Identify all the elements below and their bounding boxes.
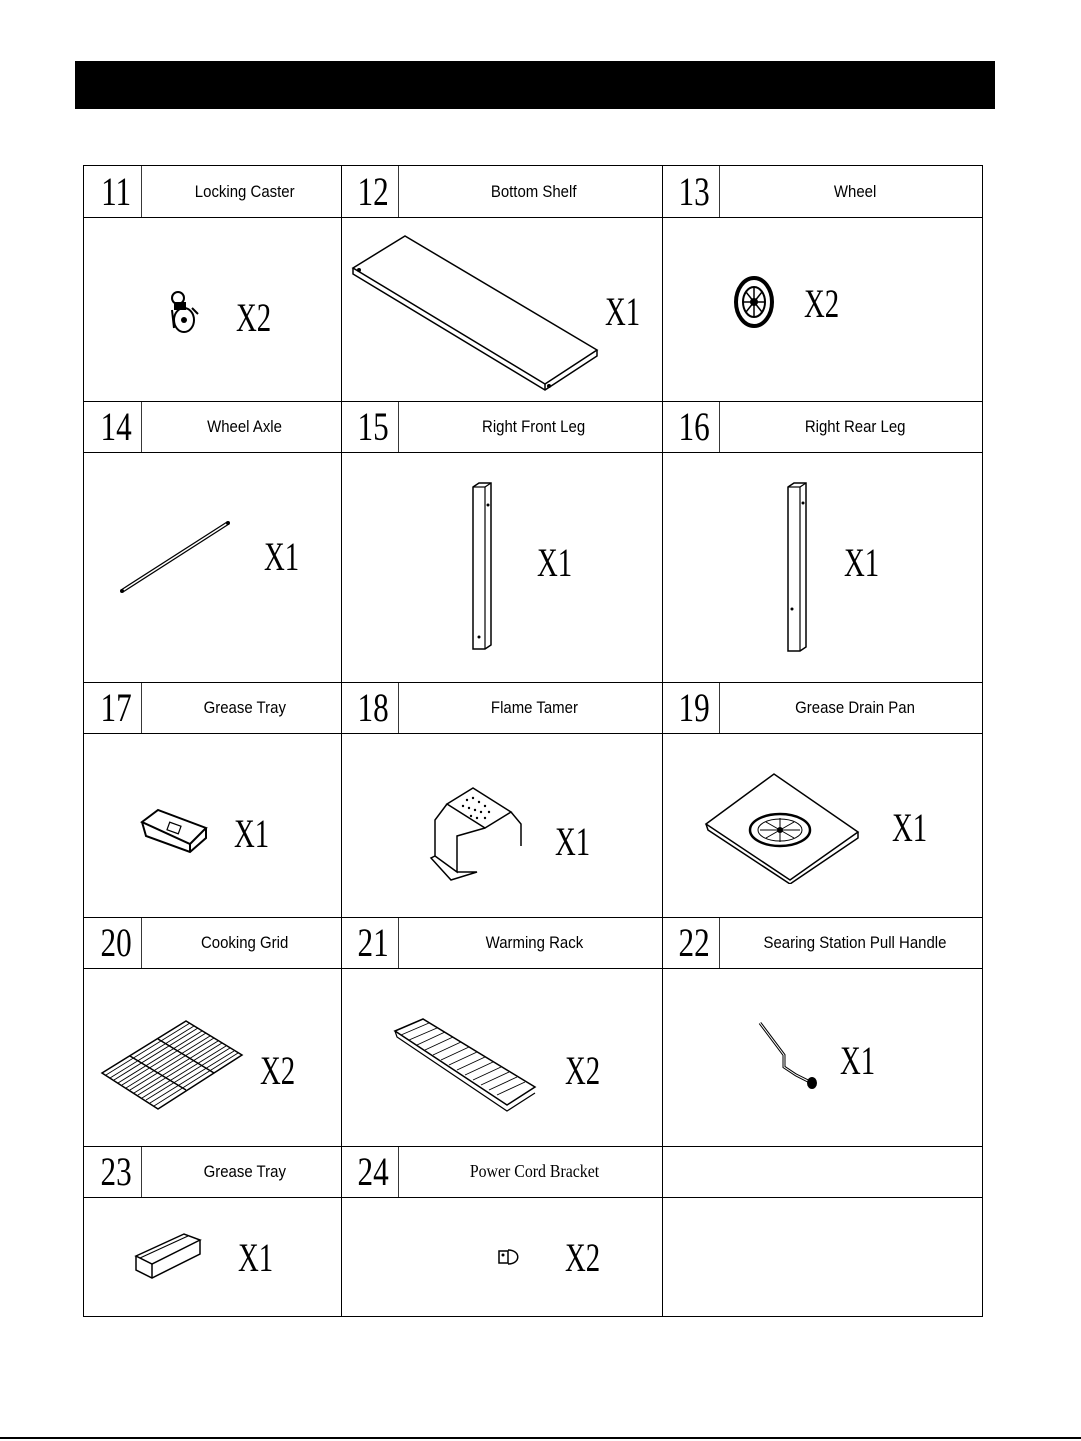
- part-number: 20: [91, 917, 142, 968]
- part-name: Grease Tray: [203, 1161, 287, 1181]
- empty-cell: [662, 1146, 983, 1317]
- part-quantity: X1: [264, 534, 300, 579]
- part-number: 21: [348, 917, 399, 968]
- part-number: 19: [669, 682, 720, 733]
- part-quantity: X1: [840, 1038, 876, 1083]
- parts-grid: [83, 165, 983, 1317]
- part-number: 18: [348, 682, 399, 733]
- part-cell: [84, 166, 341, 401]
- part-cell: [341, 166, 662, 401]
- part-name: Right Front Leg: [482, 416, 586, 436]
- part-name: Searing Station Pull Handle: [763, 932, 947, 952]
- part-quantity: X2: [260, 1048, 296, 1093]
- part-name: Grease Tray: [203, 697, 287, 717]
- part-cell: [84, 401, 341, 682]
- part-cell: [84, 1146, 341, 1317]
- part-quantity: X1: [234, 811, 270, 856]
- bottom-rule: [0, 1437, 1081, 1439]
- part-number: 16: [669, 401, 720, 452]
- cooking-grid-icon: [100, 1019, 244, 1113]
- bottom-shelf-icon: [349, 232, 599, 392]
- part-cell: [341, 401, 662, 682]
- part-quantity: X1: [605, 289, 641, 334]
- part-number: 17: [91, 682, 142, 733]
- power-cord-bracket-icon: [497, 1246, 525, 1268]
- part-number: 11: [91, 166, 142, 217]
- wheel-axle-icon: [118, 519, 233, 595]
- grease-tray-icon: [138, 804, 210, 856]
- part-cell: [84, 682, 341, 917]
- part-name: Right Rear Leg: [804, 416, 906, 436]
- part-cell: [662, 401, 983, 682]
- part-name: Locking Caster: [195, 181, 295, 201]
- part-cell: [341, 917, 662, 1146]
- pull-handle-icon: [756, 1019, 820, 1091]
- part-quantity: X1: [555, 819, 591, 864]
- part-name: Power Cord Bracket: [469, 1161, 599, 1181]
- right-rear-leg-icon: [786, 481, 810, 653]
- part-cell: [662, 917, 983, 1146]
- part-cell: [341, 1146, 662, 1317]
- header-bar: [75, 61, 995, 109]
- empty-header: [662, 1146, 983, 1198]
- part-name: Warming Rack: [485, 932, 583, 952]
- part-number: 15: [348, 401, 399, 452]
- part-name: Wheel: [833, 181, 877, 201]
- part-quantity: X1: [892, 805, 928, 850]
- part-cell: [84, 917, 341, 1146]
- right-front-leg-icon: [471, 481, 495, 651]
- part-quantity: X1: [238, 1235, 274, 1280]
- part-name: Cooking Grid: [201, 932, 289, 952]
- part-name: Wheel Axle: [207, 416, 283, 436]
- locking-caster-icon: [166, 290, 206, 335]
- part-quantity: X2: [565, 1235, 601, 1280]
- part-quantity: X1: [844, 540, 880, 585]
- part-name: Bottom Shelf: [491, 181, 577, 201]
- part-name: Grease Drain Pan: [795, 697, 915, 717]
- part-quantity: X2: [804, 281, 840, 326]
- part-number: 22: [669, 917, 720, 968]
- part-quantity: X2: [236, 295, 272, 340]
- wheel-icon: [732, 274, 778, 330]
- grease-drain-pan-icon: [702, 770, 862, 884]
- part-number: 23: [91, 1146, 142, 1197]
- part-cell: [341, 682, 662, 917]
- grease-tray-small-icon: [134, 1230, 204, 1282]
- part-number: 12: [348, 166, 399, 217]
- part-quantity: X2: [565, 1048, 601, 1093]
- flame-tamer-icon: [427, 784, 527, 888]
- part-number: 13: [669, 166, 720, 217]
- part-quantity: X1: [537, 540, 573, 585]
- part-cell: [662, 682, 983, 917]
- part-number: 14: [91, 401, 142, 452]
- warming-rack-icon: [393, 1017, 537, 1117]
- part-number: 24: [348, 1146, 399, 1197]
- part-cell: [662, 166, 983, 401]
- part-name: Flame Tamer: [490, 697, 578, 717]
